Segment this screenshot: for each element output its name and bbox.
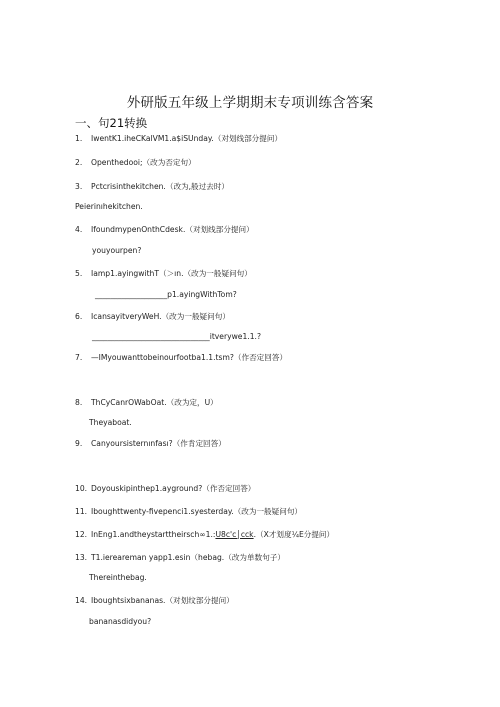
question-11: 11. Iboughttwenty-fivepenci1.syesterday.（改为一般疑问句） <box>75 507 303 516</box>
question-13: 13. T1.iereareman yapp1.esin（hebag.（改为单数句子） <box>75 553 285 562</box>
question-7: 7. —IMyouwanttobeinourfootba1.1.tsm?（作否定回答） <box>75 353 288 362</box>
question-12: 12. InEng1.andtheystarttheirsch∞1.:U8c'c│cck.（X才划度¼E分提问） <box>75 530 335 539</box>
question-2: 2. Openthedooi;（改为否定句） <box>75 158 196 167</box>
answer-line-8: Theyaboat. <box>89 418 132 427</box>
question-5: 5. Iamp1.ayingwithT（＞ın.（改为一般疑问句） <box>75 269 252 278</box>
answer-line-5: ___________________p1.ayingWithTom? <box>95 290 237 299</box>
answer-line-3: Peierinıhekitchen. <box>75 202 143 211</box>
answer-line-6: _______________________________itverywe1.1.? <box>92 332 261 341</box>
question-6: 6. IcansayitveryWeH.（改为一般疑问句） <box>75 312 230 321</box>
question-3: 3. Pctcrisinthekitchen.（改为,般过去时） <box>75 182 230 191</box>
answer-line-4: youyourpen? <box>92 246 142 255</box>
question-9: 9. Canyoursisternınfası?（作肯定回答） <box>75 439 226 448</box>
section-heading: 一、句21转换 <box>75 116 148 130</box>
answer-line-14: bananasdidyou? <box>89 617 152 626</box>
question-1: 1. IwentK1.iheCKalVM1.a$iSUnday.（对划线部分提问） <box>75 134 283 143</box>
page-title: 外研版五年级上学期期末专项训练含答案 <box>126 95 374 111</box>
question-4: 4. IfoundmypenOnthCdesk.（对划线部分提问） <box>75 225 254 234</box>
question-14: 14. Iboughtsixbananas.（对划纹部分提问） <box>75 596 234 605</box>
question-10: 10. Doyouskipinthep1.ayground?（作否定回答） <box>75 484 256 493</box>
question-8: 8. ThCyCanrOWabOat.（改为定，U） <box>75 398 218 407</box>
answer-line-13: Thereinthebag. <box>89 573 147 582</box>
